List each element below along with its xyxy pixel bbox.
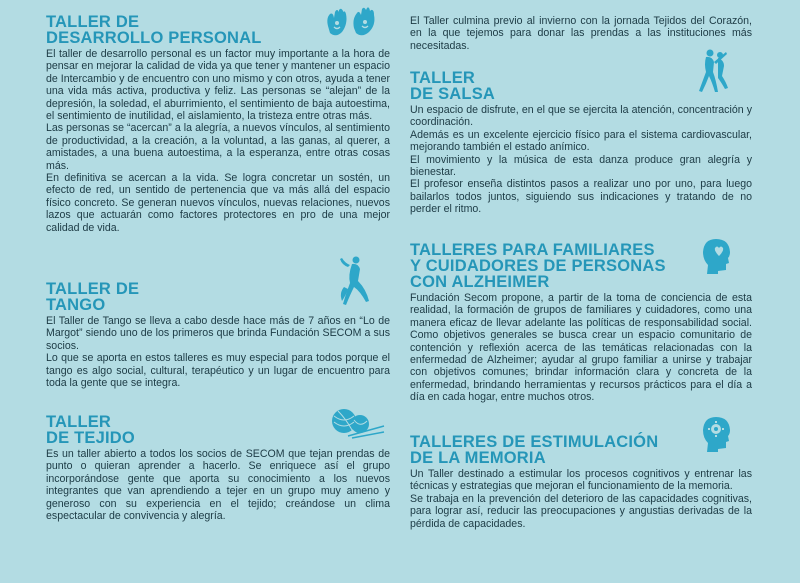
title-line: TALLERES PARA FAMILIARES [410, 241, 655, 259]
section-desarrollo-personal [46, 14, 390, 234]
title-line: DE LA MEMORIA [410, 449, 546, 467]
title-line: TALLER DE [46, 13, 140, 31]
section-tango [46, 281, 390, 389]
head-heart-icon [702, 238, 732, 279]
title-line: Y CUIDADORES DE PERSONAS [410, 257, 666, 275]
section-tejido-continuation [410, 15, 752, 52]
title-line: TALLERES DE ESTIMULACIÓN [410, 433, 659, 451]
paragraph: Fundación Secom propone, a partir de la toma de conciencia de esta realidad, la formación de grupos de familiares y cuidadores, como una manera eficaz de llevar adelante las políticas de responsabilidad social. Como objetivos generales se busca crear un espacio comunitario de contención y reflexión acerca de las temáticas relacionadas con la enfermedad de Alzheimer; ayudar al grupo familiar a unirse y trabajar con objetivos comunes; brindar información clara y concreta de la enfermedad, brindando herramientas y recursos prácticos para el día a día en cada hogar, entre muchos otros. [410, 292, 752, 404]
head-gear-icon [702, 416, 732, 457]
section-title [410, 242, 752, 290]
paragraph: El Taller de Tango se lleva a cabo desde hace más de 7 años en “Lo de Margot” siendo uno de los primeros que brinda Fundación SECOM a sus socios. [46, 315, 390, 352]
paragraph: Además es un excelente ejercicio físico para el sistema cardiovascular, mejorando también el estado anímico. [410, 128, 752, 154]
paragraph: El movimiento y la música de esta danza produce gran alegría y bienestar. [410, 153, 752, 179]
paragraph: Se trabaja en la prevención del deterioro de las capacidades cognitivas, para lograr así, reducir las preocupaciones y angustias derivadas de la pérdida de capacidades. [410, 492, 752, 530]
paragraph: Un Taller destinado a estimular los procesos cognitivos y entrenar las técnicas y estrategias que mejoran el funcionamiento de la memoria. [410, 468, 752, 493]
title-line: DE TEJIDO [46, 429, 135, 447]
title-line: DESARROLLO PERSONAL [46, 29, 262, 47]
section-body [46, 448, 390, 522]
title-line: TALLER [410, 69, 476, 87]
title-line: TANGO [46, 296, 106, 314]
hands-icon [324, 6, 380, 45]
section-body [410, 468, 752, 530]
paragraph: Las personas se “acercan” a la alegría, a nuevos vínculos, al sentimiento de productividad, a la creación, a la voluntad, a las ganas, al querer, a amistades, a una buena autoestima, a la esperanza, entre otras cosas más. [46, 122, 390, 172]
paragraph: Es un taller abierto a todos los socios de SECOM que tejan prendas de punto o quieran aprender a hacerlo. Se enriquece así el grupo incorporándose gente que aporta su conocimiento a los nuevos integrantes que van aprendiendo a tejer en un grupo muy ameno y generoso con su experiencia en el tejido; creándose un clima espectacular de convivencia y alegría. [46, 448, 390, 523]
section-title [410, 434, 752, 466]
section-salsa [410, 70, 752, 216]
paragraph: El profesor enseña distintos pasos a realizar uno por uno, para luego bailarlos todos juntos, siguiendo sus indicaciones y tratando de no perder el ritmo. [410, 178, 752, 216]
title-line: CON ALZHEIMER [410, 273, 550, 291]
section-alzheimer [410, 242, 752, 404]
title-line: TALLER DE [46, 280, 140, 298]
paragraph: El Taller culmina previo al invierno con la jornada Tejidos del Corazón, en la que tejemos para donar las prendas a las instituciones más necesitadas. [410, 15, 752, 52]
salsa-dancers-icon [696, 48, 732, 101]
section-memoria [410, 434, 752, 530]
section-body [410, 292, 752, 404]
title-line: TALLER [46, 413, 112, 431]
section-body [410, 104, 752, 216]
section-body [46, 48, 390, 234]
tango-dancers-icon [336, 255, 372, 316]
paragraph: En definitiva se acercan a la vida. Se logra concretar un sostén, un efecto de red, un sentido de pertenencia que va más allá del espacio físico concreto. Se generan nuevos vínculos, nuevas relaciones, nuevos lazos que actuarán como factores protectores en pro de una mejor calidad de vida. [46, 172, 390, 234]
section-body [410, 15, 752, 52]
paragraph: Lo que se aporta en estos talleres es muy especial para todos porque el tango es algo social, cultural, terapéutico y un lugar de encuentro para toda la gente que se integra. [46, 352, 390, 390]
section-tejido [46, 414, 390, 522]
yarn-ball-icon [328, 404, 386, 445]
section-body [46, 315, 390, 389]
title-line: DE SALSA [410, 85, 496, 103]
paragraph: Un espacio de disfrute, en el que se ejercita la atención, concentración y coordinación. [410, 104, 752, 129]
paragraph: El taller de desarrollo personal es un factor muy importante a la hora de pensar en mejorar la calidad de vida ya que tener y mantener un espacio de Intercambio y de encuentro con uno mismo y con otros, ayuda a tener una vida más activa, productiva y feliz. Las personas se “alejan” de la depresión, la soledad, el aburrimiento, el sentimiento de baja autoestima, el sentimiento de inutilidad, el aislamiento, la tristeza entre otras más. [46, 48, 390, 123]
